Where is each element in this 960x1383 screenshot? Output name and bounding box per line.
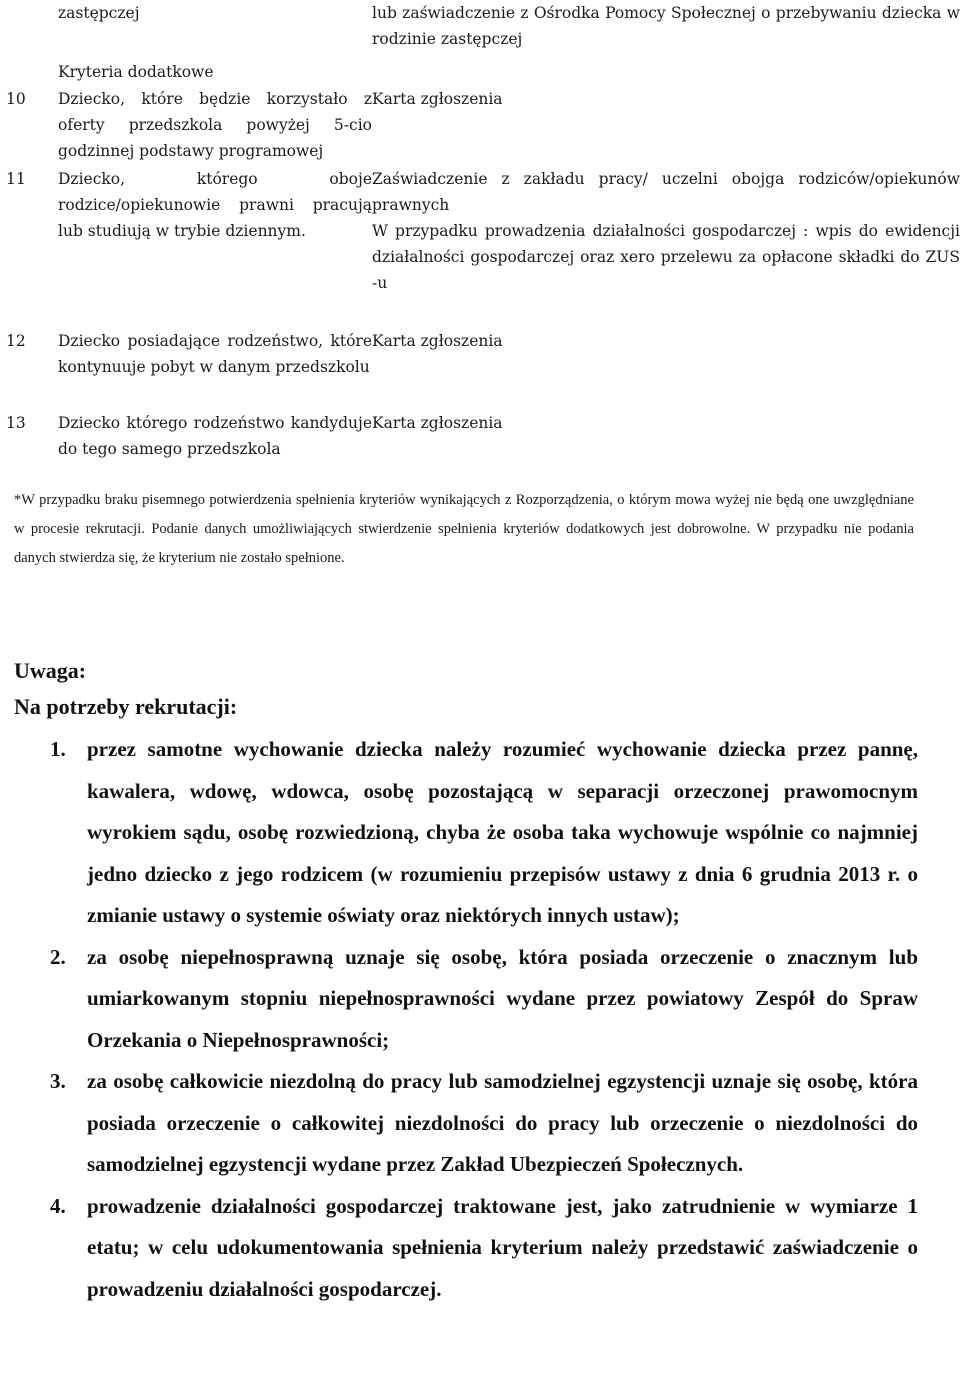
notes-section bbox=[14, 655, 918, 1310]
criterion-description: Dziecko którego rodzeństwo kandyduje do tego samego przedszkola bbox=[58, 414, 372, 458]
document-text: Karta zgłoszenia bbox=[372, 90, 503, 108]
list-item-text: przez samotne wychowanie dziecka należy rozumieć wychowanie dziecka przez pannę, kawalera, wdowę, wdowca, osobę pozostającą w separacji orzeczonej prawomocnym wyrokiem sądu, osobę rozwiedzioną, chyba że osoba taka wychowuje wspólnie co najmniej jedno dziecko z jego rodzicem (w rozumieniu przepisów ustawy z dnia 6 grudnia 2013 r. o zmianie ustawy o systemie oświaty oraz niektórych innych ustaw); bbox=[87, 737, 918, 927]
table-row bbox=[0, 166, 960, 328]
row-number: 10 bbox=[6, 90, 26, 108]
table-row bbox=[0, 410, 960, 492]
table-row bbox=[0, 86, 960, 166]
list-item bbox=[14, 937, 918, 1062]
document-text: lub zaświadczenie z Ośrodka Pomocy Społecznej o przebywaniu dziecka w rodzinie zastępczej bbox=[372, 4, 960, 48]
list-item bbox=[14, 729, 918, 937]
list-item-number: 4. bbox=[50, 1193, 66, 1218]
table-row bbox=[0, 0, 960, 58]
criterion-description: zastępczej bbox=[58, 4, 140, 22]
required-document bbox=[372, 86, 960, 166]
required-document bbox=[372, 0, 960, 58]
notes-list bbox=[14, 729, 918, 1310]
notes-subtitle: Na potrzeby rekrutacji: bbox=[14, 694, 238, 719]
footnote-text: *W przypadku braku pisemnego potwierdzenia spełnienia kryteriów wynikających z Rozporządzenia, o którym mowa wyżej nie będą one uwzględniane w procesie rekrutacji. Podanie danych umożliwiających stwierdzenie spełnienia kryteriów dodatkowych jest dobrowolne. W przypadku nie podania danych stwierdza się, że kryterium nie zostało spełnione. bbox=[14, 492, 914, 566]
criterion-description: Dziecko, którego oboje rodzice/opiekunowie prawni pracują lub studiują w trybie dziennym. bbox=[58, 170, 372, 240]
list-item bbox=[14, 1061, 918, 1186]
section-header-row bbox=[0, 58, 960, 86]
footnote bbox=[14, 486, 914, 573]
list-item-number: 2. bbox=[50, 944, 66, 969]
criterion-description: Dziecko, które będzie korzystało z oferty przedszkola powyżej 5-cio godzinnej podstawy programowej bbox=[58, 90, 372, 160]
row-number: 11 bbox=[6, 170, 26, 188]
row-number bbox=[0, 0, 58, 58]
criterion-description: Dziecko posiadające rodzeństwo, które kontynuuje pobyt w danym przedszkolu bbox=[58, 332, 372, 376]
table-row bbox=[0, 328, 960, 410]
document-text: W przypadku prowadzenia działalności gospodarczej : wpis do ewidencji działalności gospodarczej oraz xero przelewu za opłacone składki do ZUS -u bbox=[372, 222, 960, 292]
notes-title: Uwaga: bbox=[14, 658, 87, 683]
list-item-number: 3. bbox=[50, 1069, 66, 1093]
required-document bbox=[372, 166, 960, 328]
criteria-table bbox=[0, 0, 960, 492]
list-item-text: prowadzenie działalności gospodarczej traktowane jest, jako zatrudnienie w wymiarze 1 etatu; w celu udokumentowania spełnienia kryterium należy przedstawić zaświadczenie o prowadzeniu działalności gospodarczej. bbox=[87, 1193, 918, 1301]
document-text: Karta zgłoszenia bbox=[372, 414, 503, 432]
document-text: Zaświadczenie z zakładu pracy/ uczelni obojga rodziców/opiekunów prawnych bbox=[372, 170, 960, 214]
section-header: Kryteria dodatkowe bbox=[58, 63, 214, 81]
list-item bbox=[14, 1186, 918, 1311]
document-text: Karta zgłoszenia bbox=[372, 332, 503, 350]
required-document bbox=[372, 328, 960, 410]
list-item-number: 1. bbox=[50, 737, 66, 761]
list-item-text: za osobę niepełnosprawną uznaje się osobę, która posiada orzeczenie o znacznym lub umiarkowanym stopniu niepełnosprawności wydane przez powiatowy Zespół do Spraw Orzekania o Niepełnosprawności; bbox=[87, 944, 918, 1052]
list-item-text: za osobę całkowicie niezdolną do pracy lub samodzielnej egzystencji uznaje się osobę, która posiada orzeczenie o całkowitej niezdolności do pracy lub orzeczenie o niezdolności do samodzielnej egzystencji wydane przez Zakład Ubezpieczeń Społecznych. bbox=[87, 1069, 918, 1176]
row-number: 12 bbox=[6, 332, 26, 350]
row-number: 13 bbox=[6, 414, 26, 432]
required-document bbox=[372, 410, 960, 492]
